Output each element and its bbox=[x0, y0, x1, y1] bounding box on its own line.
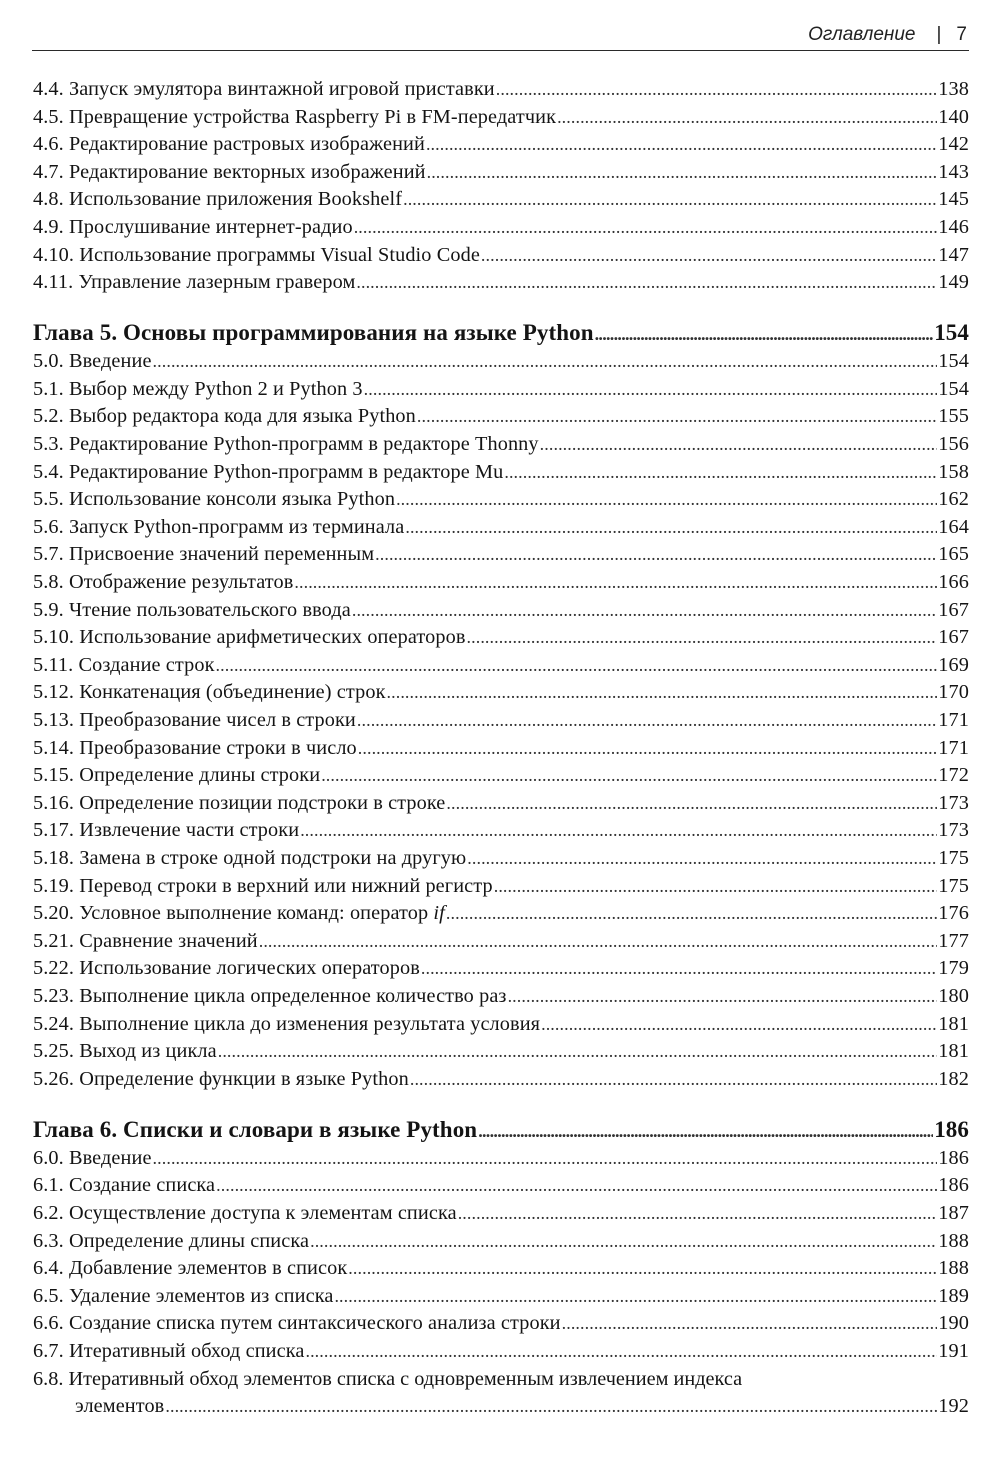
entry-title bbox=[33, 269, 355, 297]
leader-dots bbox=[310, 1228, 937, 1256]
leader-dots bbox=[496, 76, 938, 104]
toc-entry[interactable] bbox=[33, 514, 969, 542]
entry-title bbox=[33, 242, 480, 270]
leader-dots bbox=[557, 104, 937, 132]
entry-title-text: 5.23. Выполнение цикла определенное количество раз bbox=[33, 984, 507, 1007]
entry-title-text: 5.24. Выполнение цикла до изменения результата условия bbox=[33, 1012, 541, 1035]
toc-entry[interactable] bbox=[33, 735, 969, 763]
entry-title-text: 6.4. Добавление элементов в список bbox=[33, 1257, 348, 1280]
table-of-contents bbox=[33, 76, 969, 1421]
entry-title bbox=[33, 1228, 309, 1256]
leader-dots bbox=[259, 928, 938, 956]
entry-page: 181 bbox=[938, 1012, 969, 1035]
toc-entry[interactable] bbox=[33, 76, 969, 104]
leader-dots bbox=[446, 790, 937, 818]
entry-title-text: 5.18. Замена в строке одной подстроки на другую bbox=[33, 846, 467, 869]
entry-title bbox=[33, 486, 395, 514]
entry-title-text: 6.2. Осуществление доступа к элементам списка bbox=[33, 1201, 457, 1224]
leader-dots bbox=[364, 376, 938, 404]
entry-title bbox=[33, 735, 357, 763]
entry-title bbox=[33, 1310, 561, 1338]
entry-page: 189 bbox=[938, 1284, 969, 1307]
toc-entry[interactable] bbox=[33, 597, 969, 625]
header-separator: | bbox=[936, 24, 942, 45]
toc-entry[interactable] bbox=[33, 131, 969, 159]
leader-dots bbox=[218, 1038, 938, 1066]
entry-title-text: 4.10. Использование программы Visual Studio Code bbox=[33, 243, 480, 266]
toc-entry[interactable] bbox=[33, 1338, 969, 1366]
entry-title-text: 5.16. Определение позиции подстроки в строке bbox=[33, 791, 446, 814]
entry-page: 138 bbox=[938, 78, 969, 100]
entry-page: 186 bbox=[938, 1146, 969, 1169]
entry-title bbox=[33, 1200, 457, 1228]
entry-title-text: 6.0. Введение bbox=[33, 1146, 152, 1169]
entry-page: 147 bbox=[938, 243, 969, 266]
entry-page: 170 bbox=[938, 681, 969, 704]
leader-dots bbox=[348, 1255, 937, 1283]
entry-title bbox=[33, 624, 466, 652]
toc-entry[interactable] bbox=[33, 845, 969, 873]
entry-page: 181 bbox=[938, 1040, 969, 1063]
entry-title-text: 6.5. Удаление элементов из списка bbox=[33, 1284, 334, 1307]
entry-title bbox=[33, 541, 374, 569]
entry-title-text: 4.9. Прослушивание интернет-радио bbox=[33, 215, 353, 238]
toc-entry[interactable] bbox=[33, 679, 969, 707]
leader-dots bbox=[294, 569, 937, 597]
toc-entry[interactable] bbox=[33, 1228, 969, 1256]
leader-dots bbox=[426, 131, 937, 159]
toc-chapter-5[interactable] bbox=[33, 318, 969, 348]
entry-title-line1: 6.8. Итеративный обход элементов списка с одновременным извлечением индекса bbox=[33, 1367, 743, 1390]
chapter-page: 186 bbox=[934, 1116, 969, 1142]
toc-section-4 bbox=[33, 76, 969, 297]
toc-entry[interactable] bbox=[33, 1011, 969, 1039]
entry-page: 190 bbox=[938, 1312, 969, 1335]
entry-page: 162 bbox=[938, 488, 969, 511]
toc-entry[interactable] bbox=[33, 900, 969, 928]
toc-entry[interactable] bbox=[33, 1255, 969, 1283]
leader-dots bbox=[541, 1011, 937, 1039]
leader-dots bbox=[540, 431, 938, 459]
entry-title bbox=[33, 159, 426, 187]
entry-title bbox=[33, 652, 215, 680]
toc-entry[interactable] bbox=[33, 214, 969, 242]
entry-page: 142 bbox=[938, 133, 969, 156]
entry-title-text: 4.8. Использование приложения Bookshelf bbox=[33, 188, 403, 211]
toc-entry[interactable] bbox=[33, 873, 969, 901]
toc-entry[interactable] bbox=[33, 1283, 969, 1311]
entry-page: 146 bbox=[938, 215, 969, 238]
entry-page: 145 bbox=[938, 188, 969, 211]
entry-title bbox=[33, 1011, 540, 1039]
entry-title-text: 5.17. Извлечение части строки bbox=[33, 819, 300, 842]
leader-dots bbox=[467, 624, 938, 652]
leader-dots bbox=[421, 955, 937, 983]
leader-dots bbox=[216, 652, 938, 680]
entry-page: 169 bbox=[938, 653, 969, 676]
leader-dots bbox=[508, 983, 938, 1011]
entry-title bbox=[33, 569, 293, 597]
entry-title-text: 5.22. Использование логических операторов bbox=[33, 957, 420, 980]
leader-dots bbox=[300, 817, 937, 845]
entry-page: 171 bbox=[938, 708, 969, 731]
entry-title bbox=[33, 1338, 304, 1366]
entry-title bbox=[33, 762, 320, 790]
entry-page: 188 bbox=[938, 1229, 969, 1252]
leader-dots bbox=[153, 348, 938, 376]
entry-title bbox=[33, 1172, 215, 1200]
entry-title-text: 5.13. Преобразование чисел в строки bbox=[33, 708, 356, 731]
entry-title bbox=[33, 431, 539, 459]
page-number: 7 bbox=[956, 24, 967, 45]
entry-title-text: 5.0. Введение bbox=[33, 350, 152, 373]
leader-dots bbox=[427, 159, 938, 187]
toc-entry[interactable] bbox=[33, 186, 969, 214]
entry-page: 191 bbox=[938, 1339, 969, 1362]
toc-entry[interactable] bbox=[33, 762, 969, 790]
entry-title-text: 5.26. Определение функции в языке Python bbox=[33, 1067, 409, 1090]
entry-continuation bbox=[33, 1393, 969, 1421]
entry-title-text: 6.6. Создание списка путем синтаксического анализа строки bbox=[33, 1312, 561, 1335]
toc-chapter-6[interactable] bbox=[33, 1115, 969, 1145]
entry-title-text: 5.4. Редактирование Python-программ в редакторе Mu bbox=[33, 460, 504, 483]
leader-dots bbox=[494, 873, 938, 901]
leader-dots bbox=[403, 186, 937, 214]
entry-title-text: 5.19. Перевод строки в верхний или нижний регистр bbox=[33, 874, 493, 897]
leader-dots bbox=[387, 679, 938, 707]
leader-dots bbox=[446, 900, 937, 928]
toc-entry[interactable] bbox=[33, 817, 969, 845]
toc-entry[interactable] bbox=[33, 983, 969, 1011]
entry-title bbox=[33, 845, 466, 873]
leader-dots bbox=[405, 514, 937, 542]
toc-entry[interactable] bbox=[33, 403, 969, 431]
chapter-page: 154 bbox=[934, 320, 969, 346]
entry-title-text: 5.21. Сравнение значений bbox=[33, 929, 258, 952]
entry-title-text: 4.5. Превращение устройства Raspberry Pi в FM-передатчик bbox=[33, 105, 557, 128]
entry-page: 143 bbox=[938, 160, 969, 183]
entry-page: 158 bbox=[938, 460, 969, 483]
leader-dots bbox=[504, 459, 937, 487]
entry-title bbox=[33, 1066, 409, 1094]
entry-title bbox=[33, 1283, 333, 1311]
toc-entry[interactable] bbox=[33, 269, 969, 297]
entry-title bbox=[33, 376, 363, 404]
entry-title bbox=[33, 928, 258, 956]
leader-dots bbox=[321, 762, 937, 790]
leader-dots bbox=[354, 214, 938, 242]
leader-dots bbox=[165, 1393, 937, 1421]
entry-title bbox=[33, 1255, 347, 1283]
leader-dots bbox=[562, 1310, 938, 1338]
entry-page: 172 bbox=[938, 764, 969, 787]
entry-title-text: 5.15. Определение длины строки bbox=[33, 764, 321, 787]
entry-title bbox=[33, 104, 556, 132]
entry-title bbox=[33, 1038, 217, 1066]
entry-title-text: 5.7. Присвоение значений переменным bbox=[33, 543, 375, 566]
toc-entry[interactable] bbox=[33, 431, 969, 459]
leader-dots bbox=[410, 1066, 937, 1094]
entry-title-text: 5.9. Чтение пользовательского ввода bbox=[33, 598, 351, 621]
entry-page: 175 bbox=[938, 874, 969, 897]
leader-dots bbox=[595, 318, 934, 349]
leader-dots bbox=[481, 242, 937, 270]
entry-title bbox=[33, 1145, 152, 1173]
toc-section-6 bbox=[33, 1145, 969, 1366]
toc-entry[interactable] bbox=[33, 928, 969, 956]
toc-entry[interactable] bbox=[33, 652, 969, 680]
toc-entry[interactable] bbox=[33, 624, 969, 652]
entry-title bbox=[33, 348, 152, 376]
toc-entry[interactable] bbox=[33, 569, 969, 597]
entry-page: 175 bbox=[938, 846, 969, 869]
toc-entry[interactable] bbox=[33, 1200, 969, 1228]
entry-title bbox=[33, 131, 425, 159]
entry-title-text: 6.3. Определение длины списка bbox=[33, 1229, 310, 1252]
toc-entry-wrapped[interactable] bbox=[33, 1366, 969, 1421]
leader-dots bbox=[352, 597, 937, 625]
entry-title bbox=[33, 76, 495, 104]
toc-section-5 bbox=[33, 348, 969, 1093]
entry-title bbox=[33, 707, 356, 735]
entry-title bbox=[33, 873, 493, 901]
entry-title bbox=[33, 403, 416, 431]
entry-title-text: 5.12. Конкатенация (объединение) строк bbox=[33, 681, 386, 704]
entry-title-text: 4.7. Редактирование векторных изображений bbox=[33, 160, 426, 183]
entry-page: 167 bbox=[938, 626, 969, 649]
entry-title-italic: if bbox=[433, 902, 445, 925]
leader-dots bbox=[396, 486, 937, 514]
leader-dots bbox=[153, 1145, 938, 1173]
entry-page: 166 bbox=[938, 571, 969, 593]
entry-page: 187 bbox=[938, 1201, 969, 1224]
entry-title bbox=[33, 817, 299, 845]
entry-title-text: 5.11. Создание строк bbox=[33, 653, 215, 676]
entry-page: 164 bbox=[938, 515, 969, 538]
entry-page: 179 bbox=[938, 957, 969, 980]
leader-dots bbox=[458, 1200, 938, 1228]
toc-entry[interactable] bbox=[33, 104, 969, 132]
entry-page: 154 bbox=[938, 377, 969, 400]
leader-dots bbox=[467, 845, 937, 873]
entry-title-text: 5.5. Использование консоли языка Python bbox=[33, 488, 396, 511]
toc-entry[interactable] bbox=[33, 1145, 969, 1173]
entry-page: 167 bbox=[938, 598, 969, 621]
toc-entry[interactable] bbox=[33, 486, 969, 514]
entry-page: 182 bbox=[938, 1067, 969, 1090]
leader-dots bbox=[357, 707, 937, 735]
entry-page: 186 bbox=[938, 1174, 969, 1197]
leader-dots bbox=[305, 1338, 937, 1366]
entry-title bbox=[33, 679, 386, 707]
leader-dots bbox=[375, 541, 937, 569]
toc-entry[interactable] bbox=[33, 1310, 969, 1338]
entry-title bbox=[33, 459, 503, 487]
leader-dots bbox=[216, 1172, 937, 1200]
toc-entry[interactable] bbox=[33, 790, 969, 818]
entry-title bbox=[33, 790, 445, 818]
entry-page: 165 bbox=[938, 543, 969, 566]
leader-dots bbox=[356, 269, 937, 297]
entry-title bbox=[33, 955, 420, 983]
entry-title-text: 5.1. Выбор между Python 2 и Python 3 bbox=[33, 377, 363, 400]
entry-page: 156 bbox=[938, 433, 969, 456]
leader-dots bbox=[478, 1115, 933, 1146]
entry-page: 173 bbox=[938, 791, 969, 814]
toc-entry[interactable] bbox=[33, 1066, 969, 1094]
entry-page: 188 bbox=[938, 1257, 969, 1280]
toc-entry[interactable] bbox=[33, 348, 969, 376]
entry-title-text: 6.1. Создание списка bbox=[33, 1174, 216, 1197]
entry-title-text: 5.3. Редактирование Python-программ в редакторе Thonny bbox=[33, 433, 539, 456]
toc-entry[interactable] bbox=[33, 159, 969, 187]
leader-dots bbox=[334, 1283, 937, 1311]
toc-entry[interactable] bbox=[33, 1038, 969, 1066]
entry-page: 140 bbox=[938, 105, 969, 128]
entry-title-text: 4.11. Управление лазерным гравером bbox=[33, 271, 356, 294]
entry-title-text: 5.2. Выбор редактора кода для языка Python bbox=[33, 405, 416, 428]
entry-page: 176 bbox=[938, 902, 969, 925]
chapter-title: Глава 6. Списки и словари в языке Python bbox=[33, 1116, 478, 1142]
entry-page: 173 bbox=[938, 819, 969, 842]
entry-title bbox=[33, 900, 445, 928]
entry-title bbox=[33, 597, 351, 625]
toc-entry[interactable] bbox=[33, 376, 969, 404]
chapter-title: Глава 5. Основы программирования на языке Python bbox=[33, 320, 594, 346]
entry-title-text: 5.25. Выход из цикла bbox=[33, 1040, 217, 1063]
entry-title-text: 4.6. Редактирование растровых изображений bbox=[33, 133, 425, 156]
leader-dots bbox=[417, 403, 937, 431]
entry-title-text: 5.6. Запуск Python-программ из терминала bbox=[33, 515, 405, 538]
entry-title-text: 4.4. Запуск эмулятора винтажной игровой приставки bbox=[33, 78, 495, 100]
entry-title-text: 5.14. Преобразование строки в число bbox=[33, 736, 357, 759]
entry-page: 149 bbox=[938, 271, 969, 294]
entry-title bbox=[33, 214, 353, 242]
entry-title-line2: элементов bbox=[75, 1395, 165, 1418]
entry-page: 177 bbox=[938, 929, 969, 952]
entry-title-text: 5.10. Использование арифметических операторов bbox=[33, 626, 466, 649]
entry-title-text: 5.20. Условное выполнение команд: оператор bbox=[33, 902, 434, 925]
entry-page: 192 bbox=[938, 1395, 969, 1418]
entry-title bbox=[33, 983, 507, 1011]
toc-entry[interactable] bbox=[33, 242, 969, 270]
leader-dots bbox=[358, 735, 937, 763]
running-header bbox=[32, 22, 969, 51]
toc-entry[interactable] bbox=[33, 707, 969, 735]
entry-page: 180 bbox=[938, 984, 969, 1007]
toc-entry[interactable] bbox=[33, 1172, 969, 1200]
toc-entry[interactable] bbox=[33, 955, 969, 983]
header-right bbox=[808, 24, 967, 46]
toc-entry[interactable] bbox=[33, 541, 969, 569]
entry-page: 154 bbox=[938, 350, 969, 373]
toc-entry[interactable] bbox=[33, 459, 969, 487]
entry-page: 171 bbox=[938, 736, 969, 759]
entry-title bbox=[33, 186, 402, 214]
entry-title bbox=[33, 514, 404, 542]
entry-title-text: 6.7. Итеративный обход списка bbox=[33, 1339, 305, 1362]
entry-page: 155 bbox=[938, 405, 969, 428]
header-title: Оглавление bbox=[808, 24, 916, 45]
entry-title-text: 5.8. Отображение результатов bbox=[33, 571, 294, 593]
